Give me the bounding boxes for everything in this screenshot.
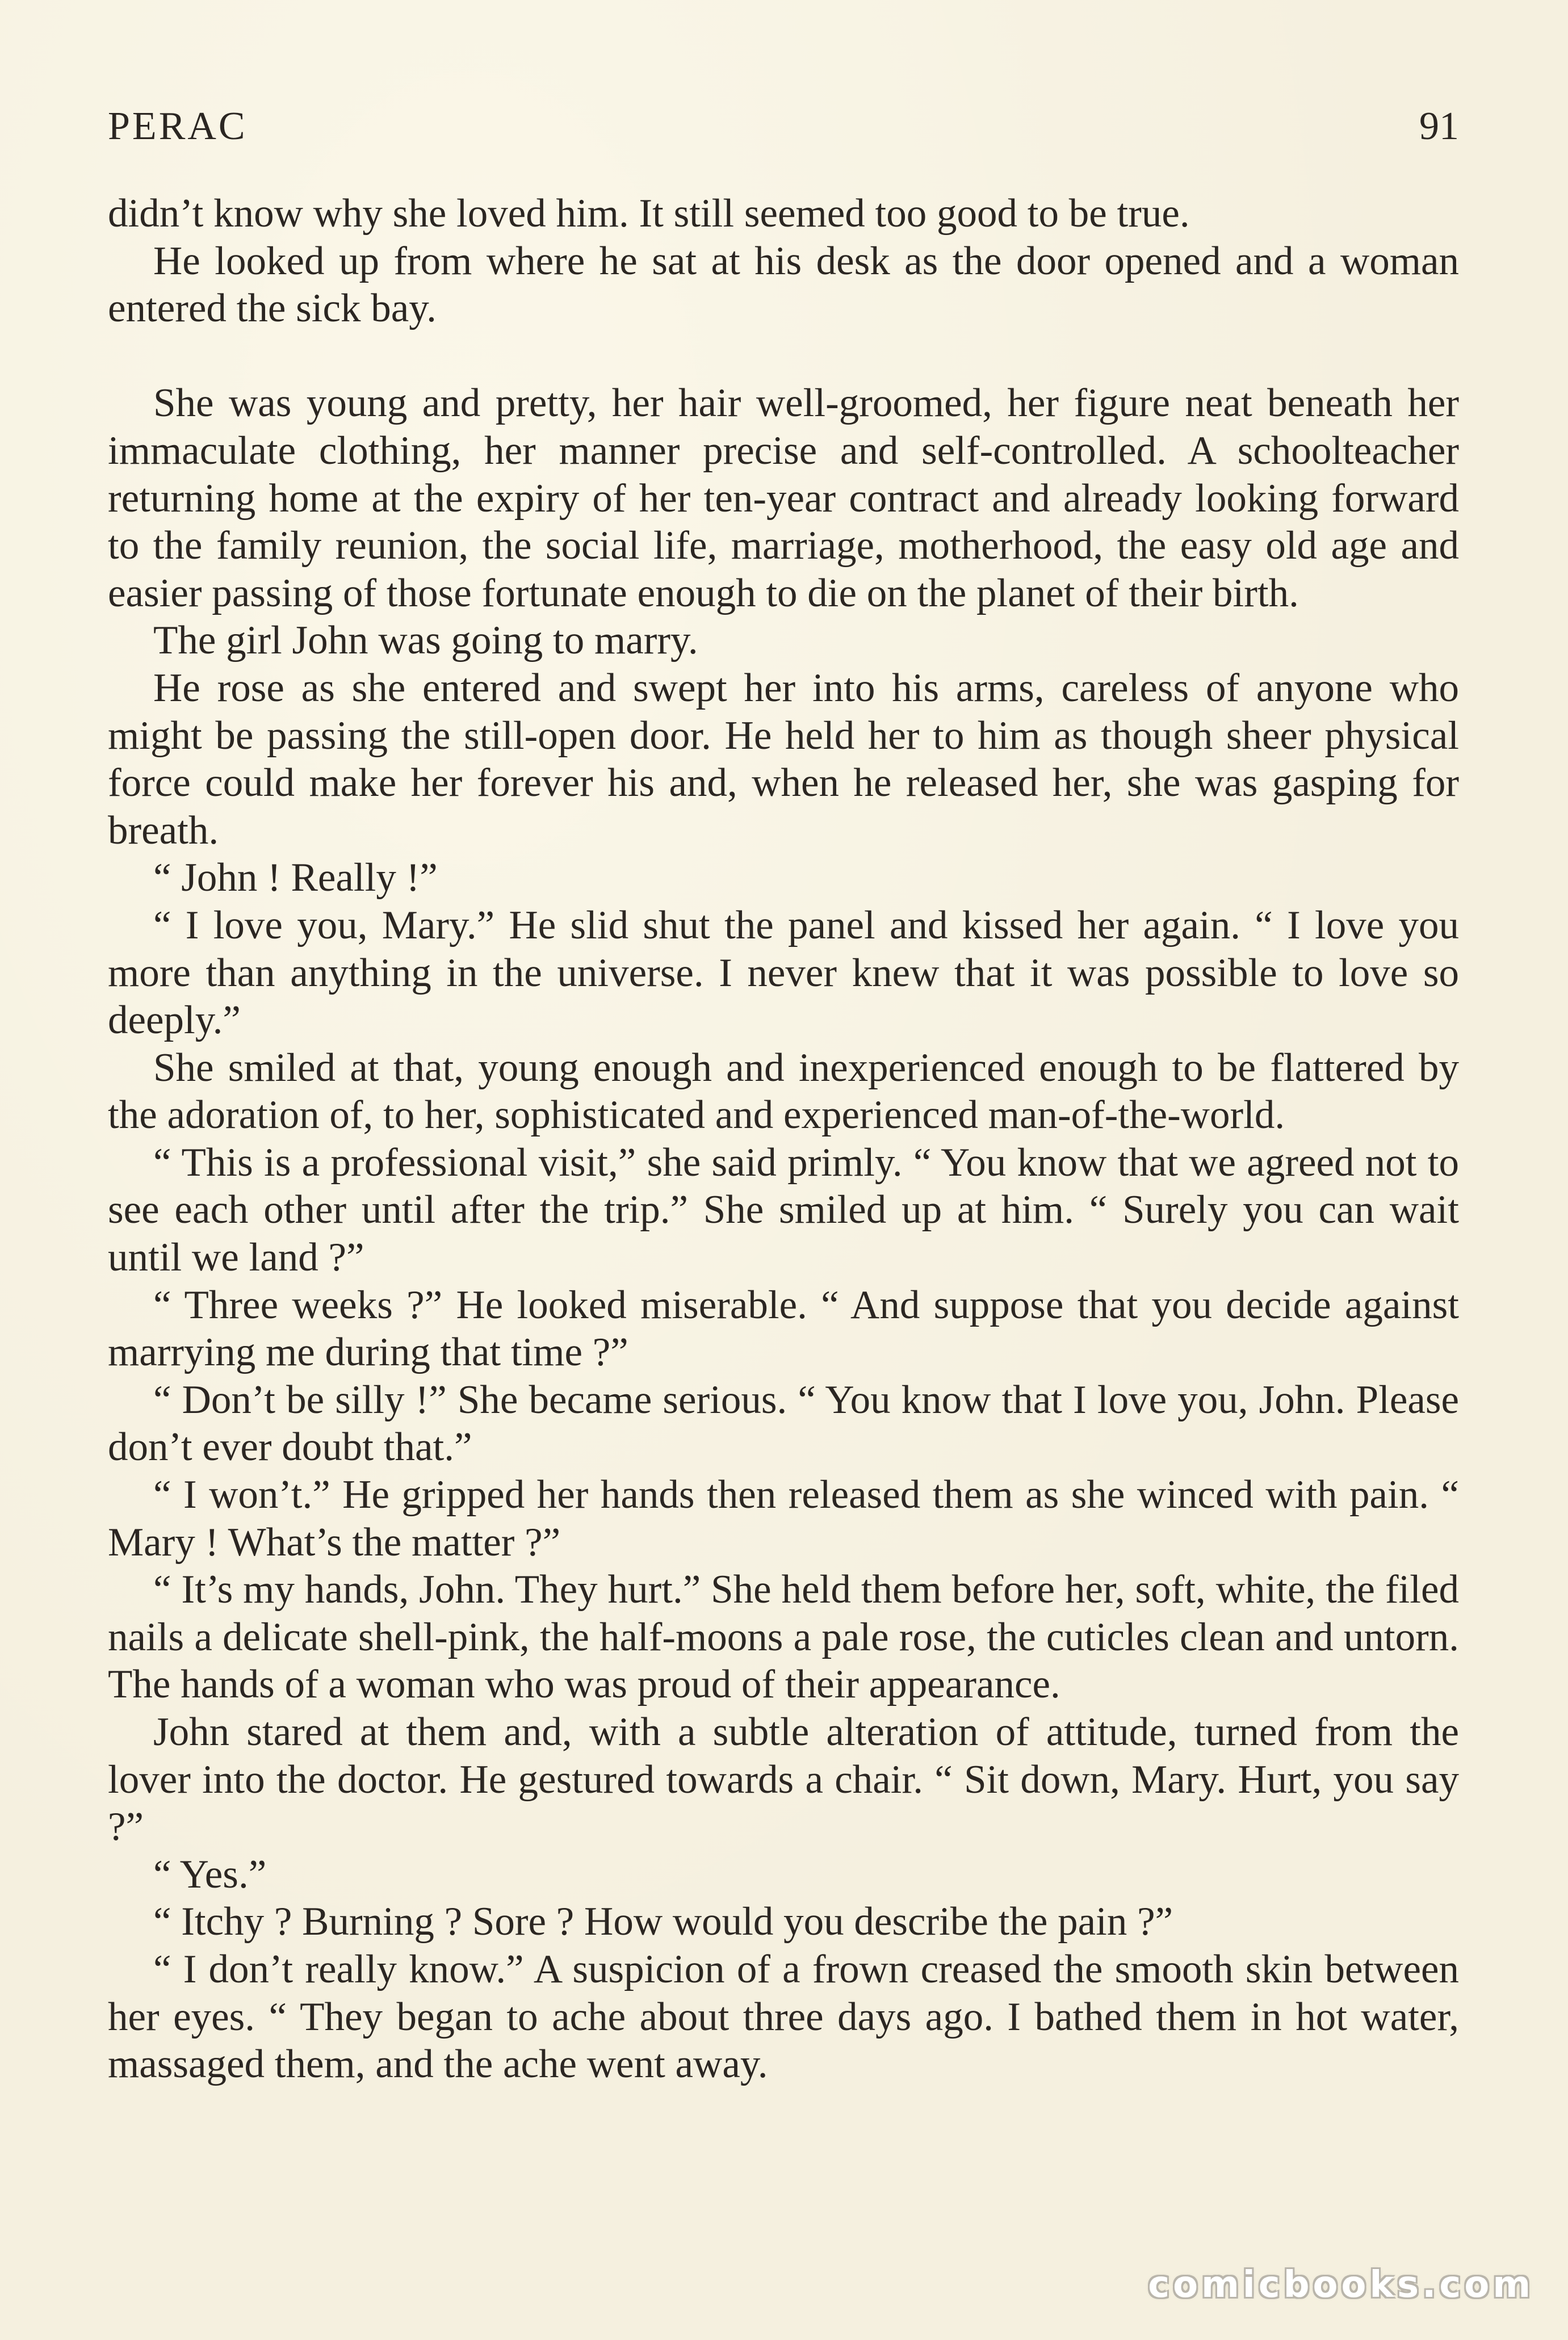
paragraph: She was young and pretty, her hair well-groomed, her figure neat beneath her immaculate clothing, her manner precise and self-controlled. A schoolteacher returning home at the expiry of her ten-year contract and already looking forward to the family reunion, the social life, marriage, motherhood, the easy old age and easier passing of those fortunate enough to die on the planet of their birth. [108,381,1459,615]
watermark: comicbooks.com [1148,2264,1534,2306]
paragraph: “ I don’t really know.” A suspicion of a frown creased the smooth skin between her eyes. “ They began to ache about three days ago. I bathed them in hot water, massaged them, and the ache went away. [108,1947,1459,2087]
page-header [108,101,1459,152]
running-head: PERAC [108,104,248,148]
paragraph: John stared at them and, with a subtle alteration of attitude, turned from the lover into the doctor. He gestured towards a chair. “ Sit down, Mary. Hurt, you say ?” [108,1710,1459,1850]
paragraph: “ I won’t.” He gripped her hands then released them as she winced with pain. “ Mary ! What’s the matter ?” [108,1473,1459,1565]
paragraph: “ Yes.” [153,1852,267,1897]
paragraph: didn’t know why she loved him. It still seemed too good to be true. [108,191,1190,236]
body-text [108,190,1459,2089]
paragraph: She smiled at that, young enough and inexperienced enough to be flattered by the adoration of, to her, sophisticated and experienced man-of-the-world. [108,1045,1459,1138]
paragraph: “ It’s my hands, John. They hurt.” She held them before her, soft, white, the filed nails a delicate shell-pink, the half-moons a pale rose, the cuticles clean and untorn. The hands of a woman who was proud of their appearance. [108,1567,1459,1707]
page-number: 91 [1419,104,1459,148]
paragraph: “ John ! Really !” [153,856,438,900]
paragraph: He looked up from where he sat at his desk as the door opened and a woman entered the sick bay. [108,238,1459,331]
paragraph: “ Itchy ? Burning ? Sore ? How would you describe the pain ?” [153,1899,1173,1944]
paragraph: He rose as she entered and swept her into his arms, careless of anyone who might be passing the still-open door. He held her to him as though sheer physical force could make her forever his and, when he released her, she was gasping for breath. [108,665,1459,853]
paragraph: “ I love you, Mary.” He slid shut the panel and kissed her again. “ I love you more than anything in the universe. I never knew that it was possible to love so deeply.” [108,903,1459,1043]
paragraph: The girl John was going to marry. [153,618,698,663]
paragraph: “ Three weeks ?” He looked miserable. “ And suppose that you decide against marrying me during that time ?” [108,1282,1459,1375]
paragraph: “ Don’t be silly !” She became serious. “ You know that I love you, John. Please don’t ever doubt that.” [108,1377,1459,1470]
paragraph: “ This is a professional visit,” she said primly. “ You know that we agreed not to see each other until after the trip.” She smiled up at him. “ Surely you can wait until we land ?” [108,1140,1459,1280]
